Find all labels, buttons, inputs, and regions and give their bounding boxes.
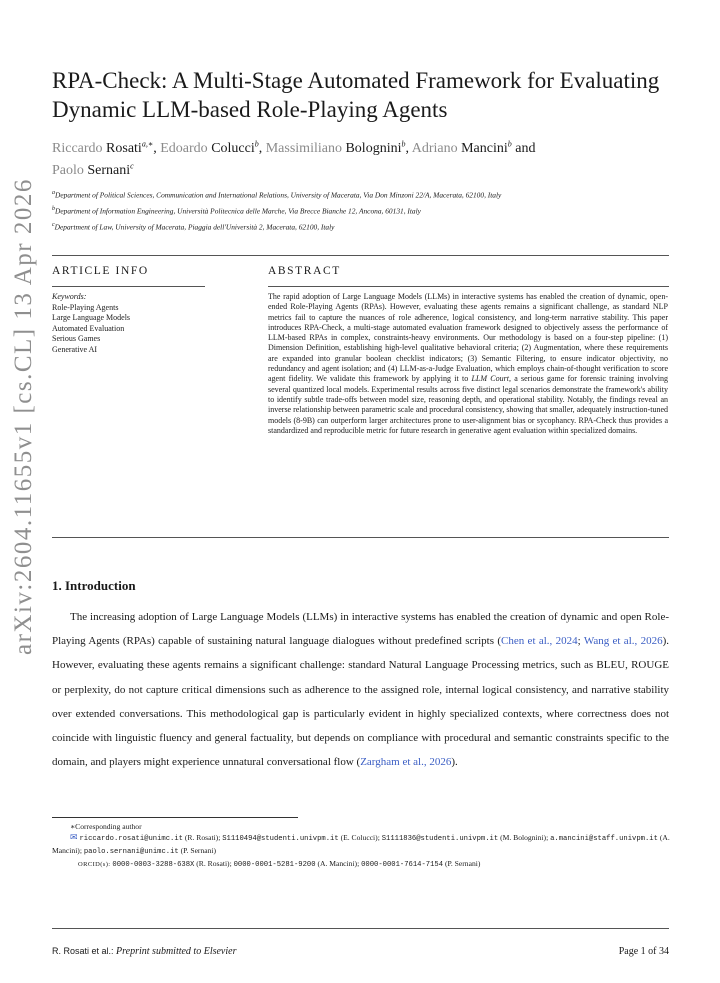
author-list [52,135,682,180]
header-divider [52,255,669,256]
footnotes [52,821,672,871]
keyword-item: Role-Playing Agents [52,302,119,312]
game-name: LLM Court [471,374,509,384]
author-3: Massimiliano Bolognini$^b$, [265,139,412,156]
article-info-heading: ARTICLE INFO [52,265,149,277]
affiliations [52,188,682,233]
affiliation-b: $^b$Department of Information Engineering, Università Politecnica delle Marche, Via Brecce Bianche 12, Ancona, 60131, Italy [52,205,421,216]
page-number: Page 1 of 34 [618,946,669,957]
abstract-text: The rapid adoption of Large Language Models (LLMs) in interactive systems has enabled the creation of dynamic, open-ended Role-Playing Agents (RPAs). However, evaluating these agents remains a significant challenge, as standard NLP metrics fail to capture the nuances of role adherence, logical consistency, and long-term narrative stability. This paper introduces RPA-Check, a multi-stage automated evaluation framework designed to objectively assess the performance of LLM-based RPAs in complex, constraints-heavy environments. Our methodology is based on a four-step pipeline: (1) Dimension Definition, establishing high-level qualitative behavioral criteria; (2) Augmentation, where these requirements are expanded into granular boolean checklist indicators; (3) Semantic Filtering, to ensure indicator objectivity, no redundancy and agent isolation; and (4) LLM-as-a-Judge Evaluation, which employs chain-of-thought verification to score agent fidelity. We validate this framework by applying it to LLM Court, a serious game for forensic training involving several quantized local models. Experimental results across five distinct legal scenarios demonstrate the framework's ability to identify subtle trade-offs between model size, reasoning depth, and operational stability. Notably, the findings reveal an inverse relationship between parametric scale and procedural consistency, showing that smaller, adequately instruction-tuned models (8-9B) can outperform larger architectures prone to user-alignment bias or sycophancy. RPA-Check thus provides a standardized and reproducible metric for future research in generative agent evaluation within specialized domains. [268,292,668,435]
author-5: Paolo Sernani$^c$ [52,161,134,179]
footer-left: R. Rosati et al.: Preprint submitted to Elsevier [52,946,237,957]
orcid-link[interactable]: 0000-0001-5281-9200 [233,861,316,869]
orcid-line: ORCID(s): 0000-0003-3288-638X (R. Rosati); 0000-0001-5281-9200 (A. Mancini); 0000-0001-7614-7154 (P. Sernani) [78,859,481,869]
email-link[interactable]: a.mancini@staff.univpm.it [550,835,658,843]
affiliation-c: $^c$Department of Law, University of Macerata, Piaggia dell'Università 2, Macerata, 62100, Italy [52,221,335,232]
keyword-item: Generative AI [52,344,98,354]
orcid-link[interactable]: 0000-0001-7614-7154 [361,861,444,869]
email-icon: ✉ [70,832,78,842]
email-link[interactable]: S1111836@studenti.univpm.it [381,835,499,843]
citation-link[interactable]: Wang et al., 2026 [583,635,663,648]
citation-link[interactable]: Zargham et al., 2026 [360,756,452,769]
title-line-1: RPA-Check: A Multi-Stage Automated Framework for Evaluating [52,68,660,93]
citation-link[interactable]: Chen et al., 2024 [501,635,578,648]
abstract-divider [52,537,669,538]
article-info-rule [52,286,205,287]
paper-title [52,66,682,124]
footnote-rule [52,817,298,818]
title-line-2: Dynamic LLM-based Role-Playing Agents [52,97,448,122]
keyword-item: Serious Games [52,334,101,343]
email-link[interactable]: S1110494@studenti.univpm.it [222,835,339,843]
author-4: Adriano Mancini$^b$ and [411,139,536,156]
keyword-item: Large Language Models [52,313,131,322]
author-2: Edoardo Colucci$^b$, [160,139,266,156]
email-link[interactable]: riccardo.rosati@unimc.it [79,835,183,843]
affiliation-a: $^a$Department of Political Sciences, Communication and International Relations, University of Macerata, Via Don Minzoni 22/A, Macerata, 62100, Italy [52,190,502,200]
introduction-paragraph: The increasing adoption of Large Language Models (LLMs) in interactive systems has enabled the creation of dynamic and open Role-Playing Agents (RPAs) capable of sustaining natural language dialogues without predefined scripts (Chen et al., 2024; Wang et al., 2026). However, evaluating these agents remains a significant challenge: standard Natural Language Processing metrics, such as BLEU, ROUGE or perplexity, do not capture critical dimensions such as adherence to the assigned role, internal logical consistency, and narrative stability over extended conversations. This methodological gap is particularly evident in highly specialized contexts, where correctness does not coincide with linguistic fluency and general factuality, but depends on compliance with procedural and semantic constraints specific to the domain, and players might experience unnatural conversational flow (Zargham et al., 2026). [52,611,670,769]
keywords-label: Keywords: [52,292,87,301]
orcid-link[interactable]: 0000-0003-3288-638X [112,861,195,869]
email-line: ✉ riccardo.rosati@unimc.it (R. Rosati); S1110494@studenti.univpm.it (E. Colucci); S1111836@studenti.univpm.it (M. Bolognini); a.mancini@staff.univpm.it (A. Mancini); paolo.sernani@unimc.it (P. Sernani) [52,832,670,856]
corresponding-author-note: ∗Corresponding author [70,822,142,831]
abstract-rule [268,286,669,287]
keywords-block [52,292,232,355]
email-link[interactable]: paolo.sernani@unimc.it [83,848,179,856]
footer-rule [52,928,669,929]
keyword-item: Automated Evaluation [52,323,125,333]
arxiv-stamp: arXiv:2604.11655v1 [cs.CL] 13 Apr 2026 [10,178,37,655]
abstract-heading: ABSTRACT [268,265,341,277]
section-heading-introduction: 1. Introduction [52,578,136,593]
author-1: Riccardo Rosati$^{a,∗}$, [52,139,161,156]
